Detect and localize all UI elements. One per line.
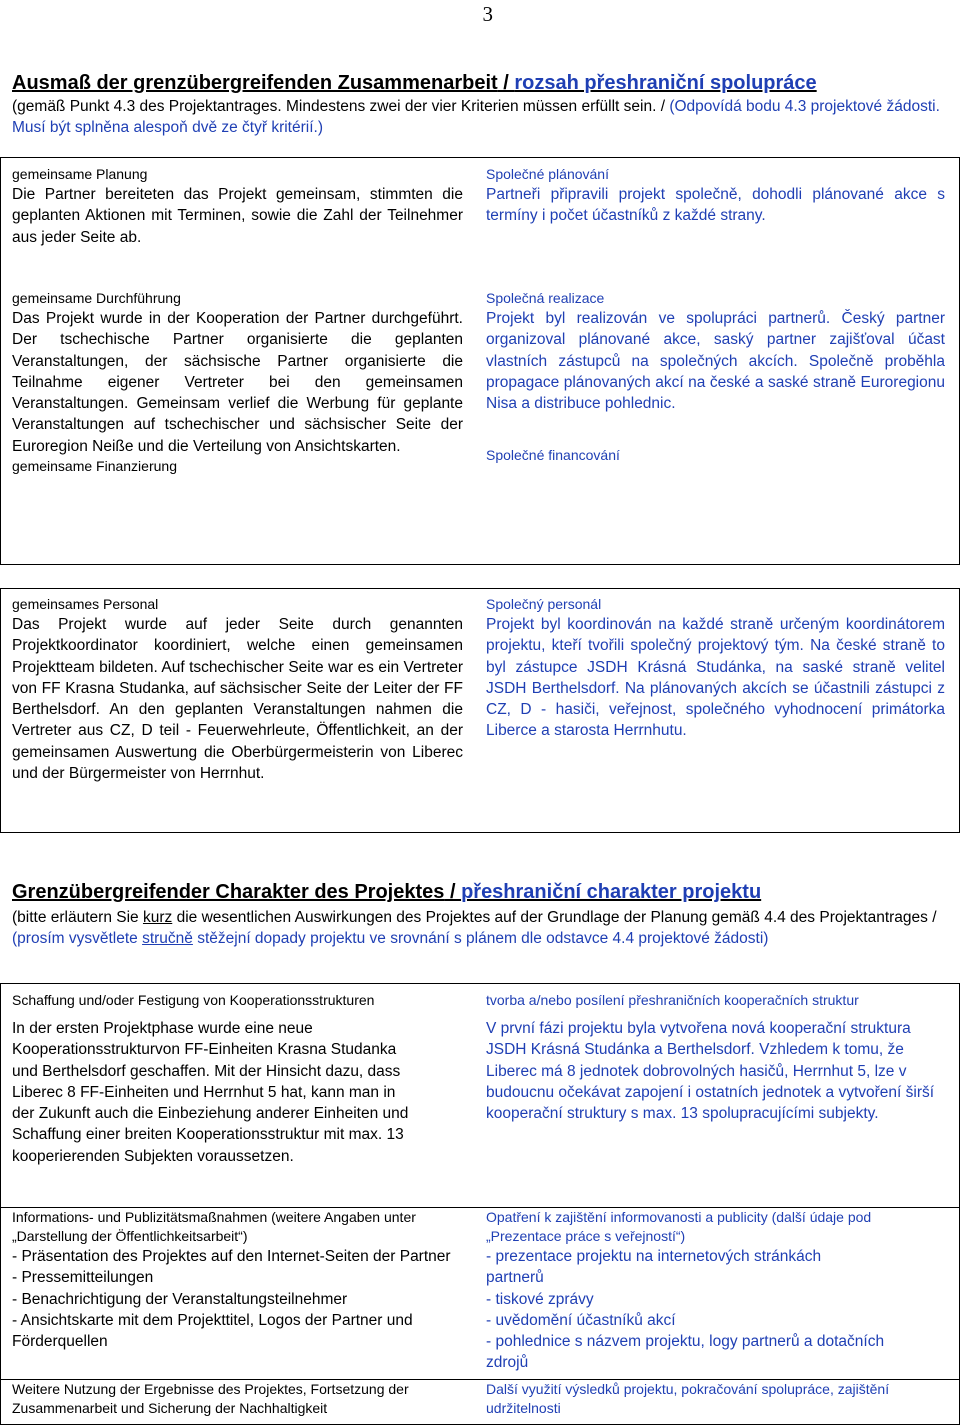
section2-title-de: Grenzübergreifender Charakter des Projektes <box>12 881 445 903</box>
publicity-de <box>12 1208 463 1352</box>
publicity-item-de: - Pressemitteilungen <box>12 1269 154 1287</box>
section2-intro-de-kurz: kurz <box>142 909 173 926</box>
section1-intro-cz: (Odpovídá bodu 4.3 projektové žádosti. Musí být splněna alespoň dvě ze čtyř kritérií.) <box>12 98 940 136</box>
section1-title-de: Ausmaß der grenzübergreifenden Zusammenarbeit <box>12 72 498 94</box>
planning-label-cz: Společné plánování <box>486 166 609 182</box>
personnel-text-cz: Projekt byl koordinován na každé straně určeným koordinátorem projektu, kteří tvořili společný projektový tým. Na české straně to byl zástupce JSDH Krásná Studánka, na saské straně velitel JSDH Berthelsdorf. Na plánovaných akcích se účastnili zástupci z CZ, D - hasiči, veřejnost, společného vyhodnocení primátorka Liberce a starosta Herrnhutu. <box>486 616 945 740</box>
criteria-box-1-cz <box>486 165 945 465</box>
further-use-cz <box>486 1380 945 1418</box>
publicity-cz <box>486 1208 945 1374</box>
section2-intro-cz-strucne: stručně <box>142 930 193 947</box>
structures-text-de: In der ersten Projektphase wurde eine neue Kooperationsstrukturvon FF-Einheiten Krasna Studanka und Berthelsdorf geschaffen. Mit der Hinsicht dazu, dass Liberec 8 FF-Einheiten und Herrnhut 5 hat, kann man in der Zukunft auch die Einbeziehung anderer Einheiten und Schaffung einer breiten Kooperationsstruktur mit max. 13 kooperierenden Subjekten voraussetzen. <box>12 1020 409 1165</box>
publicity-item-cz: - pohlednice s názvem projektu, logy partnerů a dotačních zdrojů <box>486 1333 885 1372</box>
implementation-label-cz: Společná realizace <box>486 290 605 306</box>
publicity-item-de: - Ansichtskarte mit dem Projekttitel, Logos der Partner und Förderquellen <box>12 1311 413 1351</box>
publicity-item-de: - Präsentation des Projektes auf den Internet-Seiten der Partner <box>12 1248 451 1265</box>
structures-label-cz: tvorba a/nebo posílení přeshraničních kooperačních struktur <box>486 992 859 1008</box>
section2-title <box>12 881 761 904</box>
section2-intro-de-b: die wesentlichen Auswirkungen des Projektes auf der Grundlage der Planung gemäß 4.4 des Projektantrages / <box>172 909 937 926</box>
section2-title-sep: / <box>444 881 462 903</box>
page-number: 3 <box>482 2 493 26</box>
criteria-box-1-de <box>12 165 463 476</box>
implementation-text-de: Das Projekt wurde in der Kooperation der Partner durchgeführt. Der tschechische Partner organisierte die geplanten Veranstaltungen, der sächsische Partner organisierte die Teilnahme eigener Vertreter bei den gemeinsamen Veranstaltungen. Gemeinsam verlief die Werbung für geplante Veranstaltungen auf tschechischer und sächsischer Seite der Euroregion Neiße und die Verteilung von Ansichtskarten. <box>12 310 463 455</box>
personnel-de <box>12 595 463 784</box>
section1-title <box>12 72 817 95</box>
financing-label-de: gemeinsame Finanzierung <box>12 458 177 475</box>
section1-intro-de: (gemäß Punkt 4.3 des Projektantrages. Mindestens zwei der vier Kriterien müssen erfüllt sein. / <box>12 98 670 115</box>
section2-intro-cz-b: stěžejní dopady projektu ve srovnání s plánem dle odstavce 4.4 projektové žádosti) <box>192 930 769 947</box>
further-use-de <box>12 1380 463 1418</box>
section2-intro-cz-a: (prosím vysvětlete <box>12 930 143 947</box>
section2-intro-de-a: (bitte erläutern Sie <box>12 909 143 926</box>
financing-label-cz: Společné financování <box>486 447 620 463</box>
structures-cz <box>486 991 945 1124</box>
implementation-label-de: gemeinsame Durchführung <box>12 290 181 306</box>
personnel-cz <box>486 595 945 742</box>
personnel-label-cz: Společný personál <box>486 596 602 612</box>
planning-label-de: gemeinsame Planung <box>12 166 148 182</box>
section2-title-cz: přeshraniční charakter projektu <box>461 881 762 903</box>
further-use-label-de: Weitere Nutzung der Ergebnisse des Projektes, Fortsetzung der Zusammenarbeit und Sicherung der Nachhaltigkeit <box>12 1381 409 1416</box>
further-use-label-cz: Další využití výsledků projektu, pokračování spolupráce, zajištění udržitelnosti <box>486 1381 890 1416</box>
planning-text-de: Die Partner bereiteten das Projekt gemeinsam, stimmten die geplanten Aktionen mit Terminen, sowie die Zahl der Teilnehmer aus jeder Seite ab. <box>12 186 463 246</box>
section2-intro <box>12 907 947 949</box>
structures-label-de: Schaffung und/oder Festigung von Kooperationsstrukturen <box>12 992 375 1008</box>
publicity-label-cz: Opatření k zajištění informovanosti a publicity (další údaje pod „Prezentace práce s veřejností“) <box>486 1209 872 1244</box>
publicity-item-cz: - tiskové zprávy <box>486 1290 594 1308</box>
section1-title-cz: rozsah přeshraniční spolupráce <box>514 72 817 94</box>
publicity-item-de: - Benachrichtigung der Veranstaltungsteilnehmer <box>12 1290 348 1308</box>
publicity-label-de: Informations- und Publizitätsmaßnahmen (weitere Angaben unter „Darstellung der Öffentlichkeitsarbeit“) <box>12 1209 416 1244</box>
publicity-item-cz: - uvědomění účastníků akcí <box>486 1311 676 1329</box>
publicity-item-cz: - prezentace projektu na internetových stránkách partnerů <box>486 1248 822 1287</box>
structures-de <box>12 991 463 1167</box>
personnel-label-de: gemeinsames Personal <box>12 596 159 612</box>
section1-title-sep: / <box>497 72 515 94</box>
personnel-text-de: Das Projekt wurde auf jeder Seite durch genannten Projektkoordinator koordiniert, welche einen gemeinsamen Projektteam bildeten. Auf tschechischer Seite war es ein Vertreter von FF Krasna Studanka, auf sächsischer Seite der Leiter der FF Berthelsdorf. An den geplanten Veranstaltungen nahmen die Vertreter aus CZ, D teil - Feuerwehrleute, Öffentlichkeit, an der gemeinsamen Auswertung die Oberbürgermeisterin von Liberec und der Bürgermeister von Herrnhut. <box>12 616 463 783</box>
structures-text-cz: V první fázi projektu byla vytvořena nová kooperační struktura JSDH Krásná Studánka a Berthelsdorf. Vzhledem k tomu, že Liberec má 8 jednotek dobrovolných hasičů, Herrnhut 5, lze v budoucnu očekávat zapojení i ostatních jednotek a vytvoření širší kooperační struktury s max. 13 spolupracujícími subjekty. <box>486 1020 935 1123</box>
planning-text-cz: Partneři připravili projekt společně, dohodli plánované akce s termíny i počet účastníků z každé strany. <box>486 186 945 225</box>
implementation-text-cz: Projekt byl realizován ve spolupráci partnerů. Český partner organizoval plánované akce, saský partner zajišťoval účast vlastních zástupců na společných akcích. Společně proběhla propagace plánovaných akcí na české a saské straně Euroregionu Nisa a distribuce pohlednic. <box>486 310 945 413</box>
section1-intro <box>12 96 952 138</box>
